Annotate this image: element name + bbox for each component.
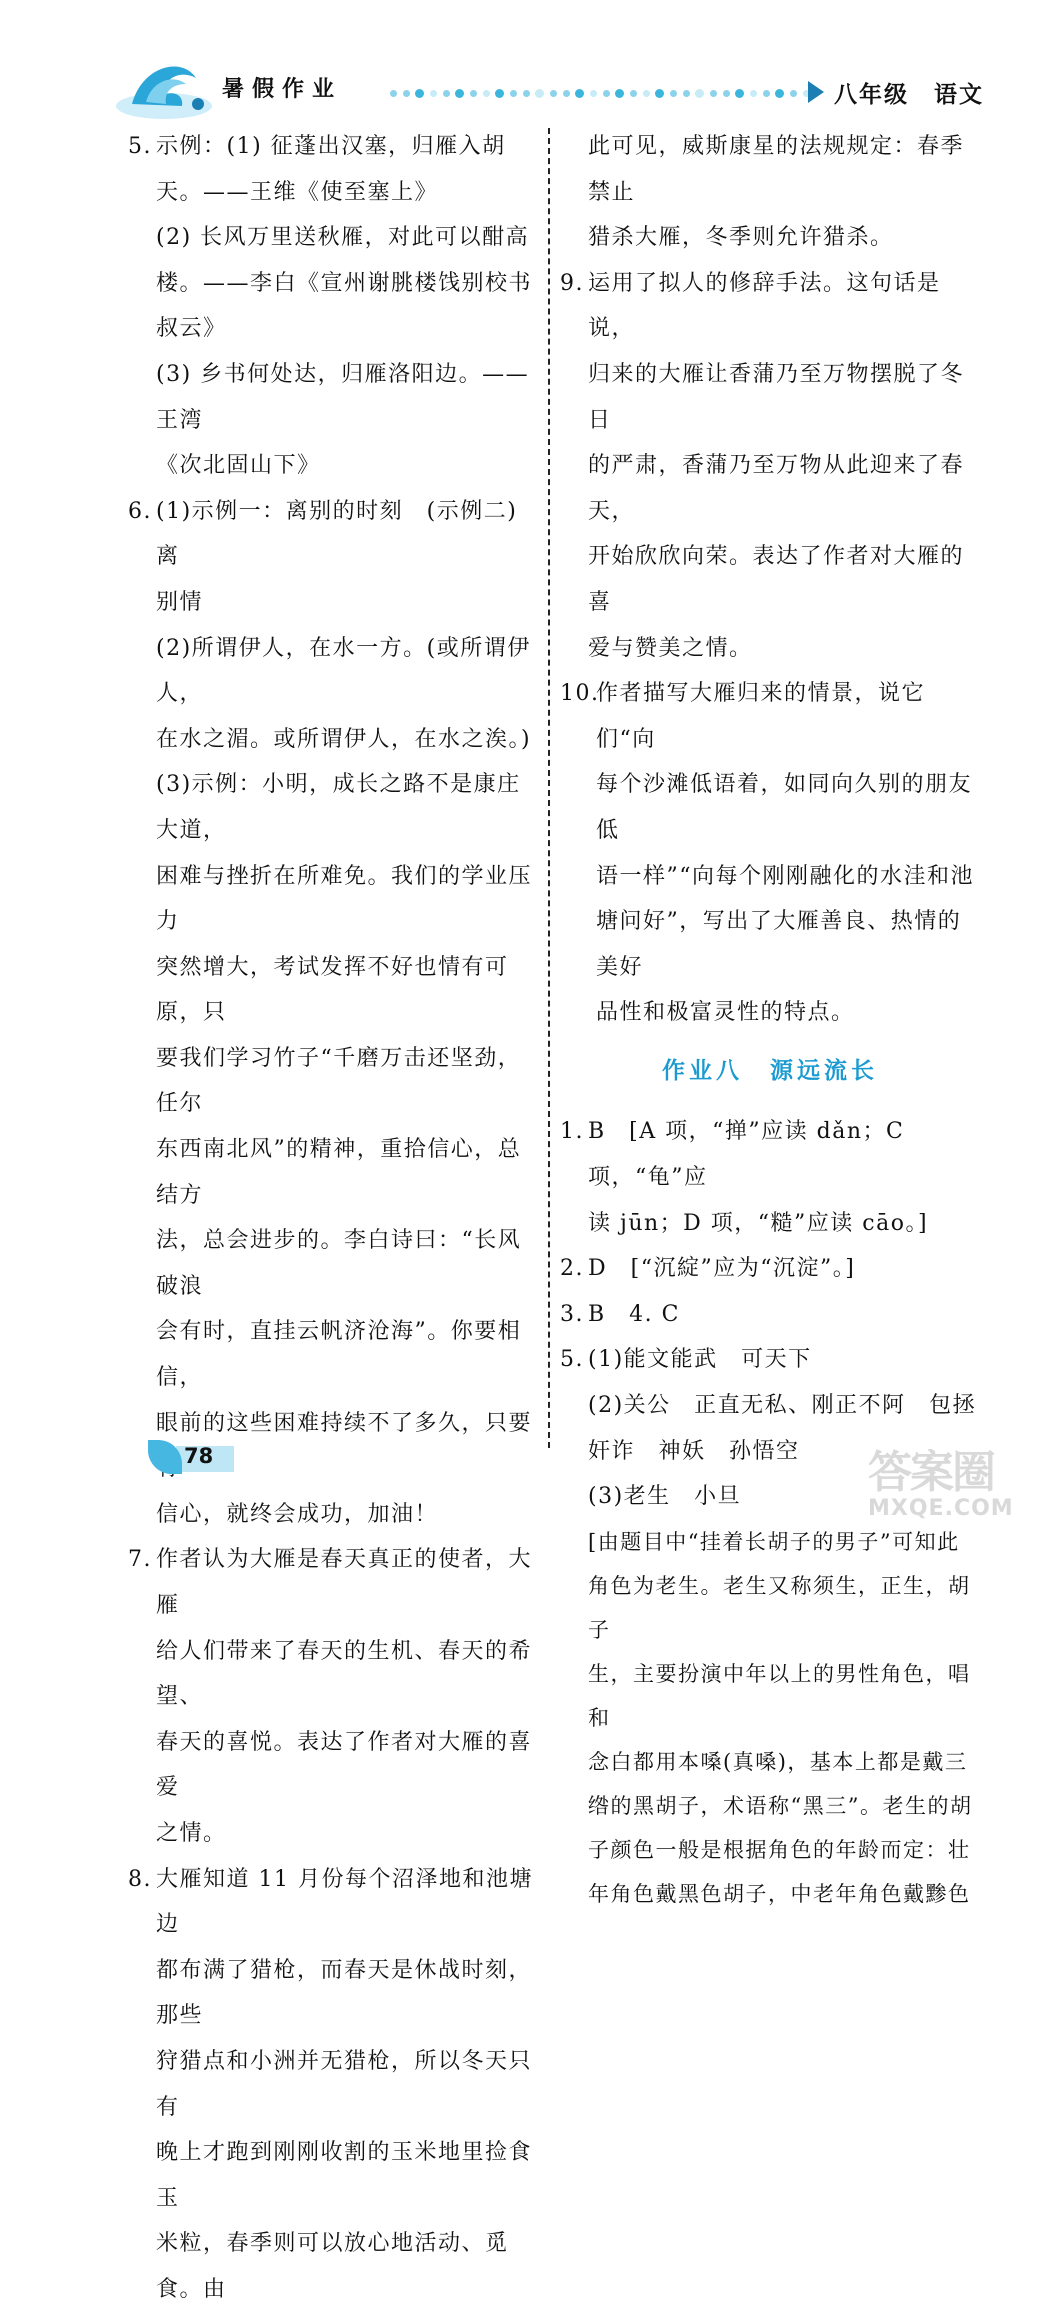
text-line: 之情。: [156, 1820, 227, 1846]
text-line: 作者认为大雁是春天真正的使者，大雁: [156, 1547, 533, 1618]
text-line: 爱与赞美之情。: [588, 635, 753, 661]
text-line: 开始欣欣向荣。表达了作者对大雁的喜: [588, 544, 965, 615]
text-line: 狩猎点和小洲并无猎枪，所以冬天只有: [156, 2048, 533, 2120]
page-number: 78: [184, 1444, 214, 1468]
text-line: (3)老生 小旦: [588, 1484, 742, 1510]
text-line: 子颜色一般是根据角色的年龄而定：壮: [588, 1837, 971, 1862]
text-line: (2)关公 正直无私、刚正不阿 包拯: [588, 1393, 977, 1419]
text-line: 困难与挫折在所难免。我们的学业压力: [156, 863, 533, 935]
watermark: [868, 1447, 1038, 1530]
answer-item-6: [128, 489, 540, 626]
watermark-text: 答案圈: [868, 1447, 994, 1498]
text-line: 角色为老生。老生又称须生，正生，胡子: [588, 1573, 971, 1642]
text-line: 绺的黑胡子，术语称“黑三”。老生的胡: [588, 1793, 973, 1818]
text-line: 叔云》: [156, 316, 227, 342]
text-line: 大雁知道 11 月份每个沼泽地和池塘边: [156, 1866, 533, 1938]
right-column: [560, 124, 980, 1916]
answer-item-9: [560, 261, 980, 671]
item-number: 10.: [560, 681, 600, 707]
text-line: 每个沙滩低语着，如同向久别的朋友低: [596, 772, 973, 843]
answer-item-1: [560, 1109, 980, 1246]
text-line: 给人们带来了春天的生机、春天的希望、: [156, 1638, 533, 1710]
answer-item-3-4: [560, 1292, 980, 1338]
item-number: 8.: [128, 1866, 152, 1892]
sub-answer: [128, 352, 540, 489]
page-header: [0, 0, 1047, 125]
text-line: 品性和极富灵性的特点。: [596, 1000, 855, 1026]
text-line: 晚上才跑到刚刚收割的玉米地里捡食玉: [156, 2140, 533, 2211]
grade-subject: 八年级 语文: [834, 81, 984, 108]
column-divider: [548, 128, 550, 1448]
item-number: 9.: [560, 270, 584, 296]
answer-item-5: [128, 124, 540, 215]
text-line: 法，总会进步的。李白诗曰：“长风破浪: [156, 1228, 522, 1299]
text-line: 生，主要扮演中年以上的男性角色，唱和: [588, 1661, 971, 1730]
arrow-icon: [808, 81, 824, 103]
text-line: 猎杀大雁，冬季则允许猎杀。: [588, 225, 894, 251]
sub-answer: [128, 626, 540, 763]
text-line: 语一样”“向每个刚刚融化的水洼和池: [596, 863, 974, 889]
item-number: 5.: [128, 134, 152, 159]
text-line: 塘问好”，写出了大雁善良、热情的美好: [596, 909, 962, 980]
wave-logo-icon: [112, 56, 224, 122]
item-number: 6.: [128, 498, 152, 524]
text-line: (1)示例一：离别的时刻 (示例二)离: [156, 498, 518, 570]
text-line: (2)所谓伊人，在水一方。(或所谓伊人，: [156, 635, 531, 707]
text-line: 东西南北风”的精神，重拾信心，总结方: [156, 1137, 522, 1208]
sub-answer: [128, 762, 540, 1537]
continued-answer: [560, 124, 980, 261]
text-line: 示例：(1) 征蓬出汉塞，归雁入胡: [156, 134, 506, 159]
watermark-url: MXQE.COM: [868, 1496, 1014, 1521]
item-number: 7.: [128, 1547, 152, 1573]
sub-answer: [128, 215, 540, 352]
answer-item-2: [560, 1246, 980, 1292]
text-line: 米粒，春季则可以放心地活动、觅食。由: [156, 2231, 509, 2302]
page-number-badge: [148, 1440, 228, 1476]
item-number: 1.: [560, 1119, 584, 1145]
text-line: 信心，就终会成功，加油！: [156, 1501, 439, 1527]
text-line: 读 jūn；D 项，“糙”应读 cāo。]: [588, 1210, 929, 1236]
text-line: 都布满了猎枪，而春天是休战时刻，那些: [156, 1957, 533, 2029]
text-line: 《次北固山下》: [156, 453, 321, 479]
text-line: 运用了拟人的修辞手法。这句话是说，: [588, 270, 941, 342]
left-column: [128, 124, 540, 2313]
text-line: B 4. C: [588, 1301, 680, 1327]
text-line: 眼前的这些困难持续不了多久，只要: [156, 1410, 533, 1436]
text-line: 别情: [156, 589, 204, 615]
section-title: 作业八 源远流长: [662, 1056, 878, 1084]
answer-item-10: [560, 671, 980, 1036]
text-line: 年角色戴黑色胡子，中老年角色戴黪色: [588, 1881, 971, 1906]
text-line: 念白都用本嗓(真嗓)，基本上都是戴三: [588, 1749, 968, 1774]
text-line: B [A 项，“掸”应读 dǎn；C 项，“龟”应: [588, 1119, 905, 1191]
text-line: (1)能文能武 可天下: [588, 1347, 812, 1373]
text-line: 奸诈 神妖 孙悟空: [588, 1438, 800, 1464]
text-line: (3)示例：小明，成长之路不是康庄大道，: [156, 772, 521, 843]
text-line: 作者描写大雁归来的情景，说它们“向: [596, 681, 926, 752]
answer-item-7: [128, 1537, 540, 1856]
text-line: 会有时，直挂云帆济沧海”。你要相信，: [156, 1319, 522, 1391]
explanation-note: [560, 1520, 980, 1916]
text-line: D [“沉綻”应为“沉淀”。]: [588, 1256, 856, 1282]
text-line: 在水之湄。或所谓伊人，在水之涘。): [156, 726, 532, 752]
text-line: 突然增大，考试发挥不好也情有可原，只: [156, 954, 509, 1026]
dotted-divider: [390, 88, 810, 98]
item-number: 2.: [560, 1256, 584, 1282]
text-line: [由题目中“挂着长胡子的男子”可知此: [588, 1529, 960, 1554]
text-line: (2) 长风万里送秋雁，对此可以酣高: [156, 225, 530, 251]
text-line: 要我们学习竹子“千磨万击还坚劲，任尔: [156, 1045, 522, 1117]
item-number: 5.: [560, 1347, 584, 1373]
text-line: (3) 乡书何处达，归雁洛阳边。——王湾: [156, 361, 530, 433]
text-line: 此可见，威斯康星的法规规定：春季禁止: [588, 134, 965, 205]
text-line: 楼。——李白《宣州谢朓楼饯别校书: [156, 270, 533, 296]
homework-title: 暑假作业: [222, 76, 343, 102]
text-line: 归来的大雁让香蒲乃至万物摆脱了冬日: [588, 361, 965, 433]
text-line: 天。——王维《使至塞上》: [156, 179, 439, 205]
answer-item-5b: [560, 1337, 980, 1383]
answer-item-8: [128, 1857, 540, 2313]
item-number: 3.: [560, 1301, 584, 1327]
text-line: 春天的喜悦。表达了作者对大雁的喜爱: [156, 1729, 533, 1801]
text-line: 的严肃，香蒲乃至万物从此迎来了春天，: [588, 453, 965, 524]
